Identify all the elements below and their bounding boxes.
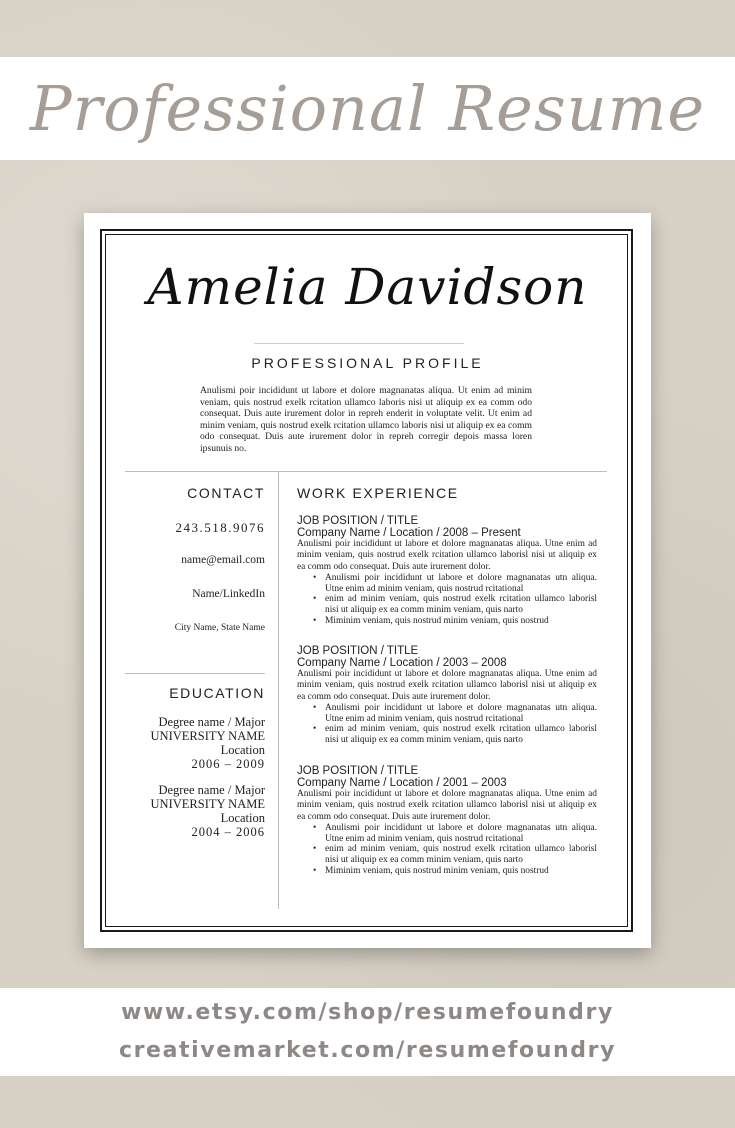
education-university: UNIVERSITY NAME [150,797,265,811]
job-bullet: • Anulismi poir incididunt ut labore et dolore magnanatas utn aliqua. Utne enim ad minim veniam, quis nostrud rcitational [325,823,597,844]
education-divider [125,673,265,674]
job-bullets [297,703,597,745]
job-bullet: • enim ad minim veniam, quis nostrud exelk rcitation ullamco laborisl nisi ut aliquip ex ea comm minim veniam, quis narto [325,724,597,745]
education-location: Location [220,811,265,825]
job-bullet: • Anulismi poir incididunt ut labore et dolore magnanatas utn aliqua. Utne enim ad minim veniam, quis nostrud rcitational [325,703,597,724]
profile-text: Anulismi poir incididunt ut labore et dolore magnanatas aliqua. Ut enim ad minim veniam, quis nostrud exelk rcitation ullamco laboris nisi ut aliquip ex ea comm odo consequat. Duis aute irurement dolor in repreh enderit in voluptate velit. Ut enim ad minim veniam, quis nostrud exelk rcitation ullamco laboris nisi ut aliquip ex ea comm odo consequat. Duis aute irurement dolor in repreh corregir depois massa loren ipsunuis no. [200,385,532,454]
job-bullet: • enim ad minim veniam, quis nostrud exelk rcitation ullamco laborisl nisi ut aliquip ex ea comm minim veniam, quis narto [325,594,597,615]
contact-email: name@email.com [181,554,265,566]
job-company: Company Name / Location / 2001 – 2003 [297,777,507,789]
job-description: Anulismi poir incididunt ut labore et dolore magnanatas aliqua. Utne enim ad minim veniam, quis nostrud exelk rcitation ullamco laborisl nisi ut aliquip ex ea comm odo consequat. Duis aute irurement dolor. [297,539,597,572]
job-description: Anulismi poir incididunt ut labore et dolore magnanatas aliqua. Utne enim ad minim veniam, quis nostrud exelk rcitation ullamco laborisl nisi ut aliquip ex ea comm odo consequat. Duis aute irurement dolor. [297,789,597,822]
education-years: 2006 – 2009 [191,757,265,771]
contact-heading-wrap [125,485,265,501]
job-title: JOB POSITION / TITLE [297,515,419,527]
job-bullet: • Anulismi poir incididunt ut labore et dolore magnanatas utn aliqua. Utne enim ad minim veniam, quis nostrud rcitational [325,573,597,594]
creativemarket-url-link[interactable]: creativemarket.com/resumefoundry [118,1038,617,1063]
contact-phone: 243.518.9076 [175,520,265,535]
education-university: UNIVERSITY NAME [150,729,265,743]
work-heading-wrap [297,485,597,501]
job-bullet: • enim ad minim veniam, quis nostrud exelk rcitation ullamco laborisl nisi ut aliquip ex ea comm minim veniam, quis narto [325,844,597,865]
profile-divider [254,343,464,344]
etsy-url-link[interactable]: www.etsy.com/shop/resumefoundry [121,1000,614,1025]
contact-linkedin: Name/LinkedIn [192,588,265,600]
resume-page [84,213,651,948]
job-bullet: • Miminim veniam, quis nostrud minim veniam, quis nostrud [325,616,597,627]
education-years: 2004 – 2006 [191,825,265,839]
contact-location: City Name, State Name [174,623,265,633]
work-heading: WORK EXPERIENCE [297,485,459,501]
banner-title: Professional Resume [29,72,706,145]
education-degree: Degree name / Major [158,715,265,729]
job-entry [297,645,597,746]
job-company: Company Name / Location / 2008 – Present [297,527,521,539]
education-heading-wrap [125,685,265,701]
job-bullets [297,823,597,876]
resume-name: Amelia Davidson [147,258,588,316]
top-banner [0,57,735,160]
job-entry [297,515,597,626]
job-bullet: • Miminim veniam, quis nostrud minim veniam, quis nostrud [325,866,597,877]
job-description: Anulismi poir incididunt ut labore et dolore magnanatas aliqua. Utne enim ad minim veniam, quis nostrud exelk rcitation ullamco laborisl nisi ut aliquip ex ea comm odo consequat. Duis aute irurement dolor. [297,669,597,702]
education-heading: EDUCATION [169,685,265,701]
job-title: JOB POSITION / TITLE [297,765,419,777]
job-title: JOB POSITION / TITLE [297,645,419,657]
profile-heading: PROFESSIONAL PROFILE [251,355,484,371]
job-bullets [297,573,597,626]
job-entry [297,765,597,876]
job-company: Company Name / Location / 2003 – 2008 [297,657,507,669]
education-entry [125,715,265,771]
education-degree: Degree name / Major [158,783,265,797]
education-location: Location [220,743,265,757]
bottom-banner [0,988,735,1076]
section-divider [125,471,607,472]
column-divider [278,471,279,909]
education-entry [125,783,265,839]
contact-heading: CONTACT [187,485,265,501]
